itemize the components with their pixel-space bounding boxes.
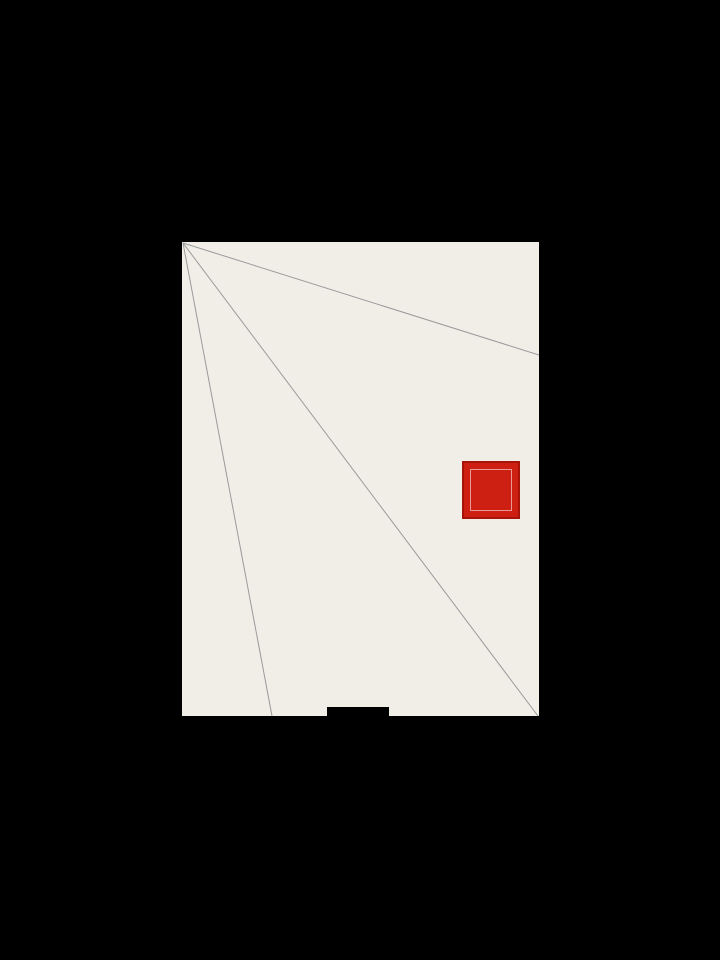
red-seal-stamp: [462, 461, 520, 519]
tuan-marker: [592, 707, 654, 729]
center-info-panel: [182, 242, 539, 716]
triet-marker: [327, 707, 389, 729]
